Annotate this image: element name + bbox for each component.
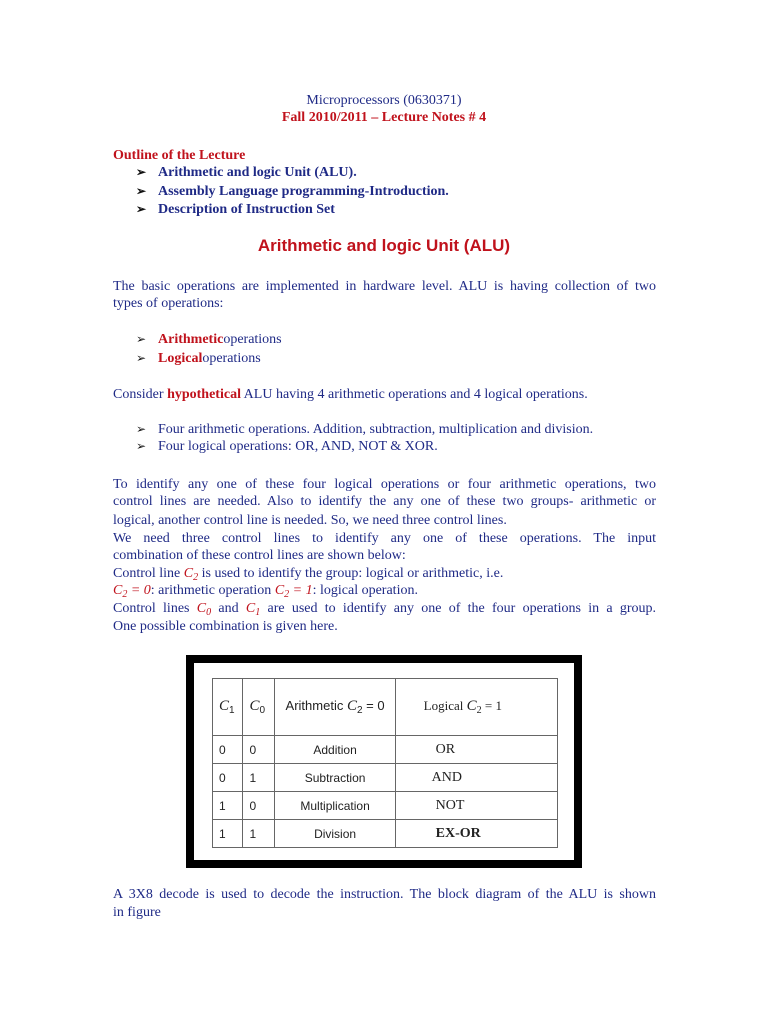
math-eq: = 1 (289, 583, 313, 598)
arrow-bullet-icon: ➢ (136, 422, 147, 436)
header-logical (395, 679, 557, 736)
lecture-title: Fall 2010/2011 – Lecture Notes # 4 (281, 110, 487, 125)
section-title: Arithmetic and logic Unit (ALU) (257, 236, 511, 255)
math-var: C (245, 601, 256, 616)
math-var: C (466, 698, 477, 714)
text-span: : logical operation. (312, 583, 418, 598)
math-sub: 0 (206, 607, 212, 618)
cell-c0: 1 (243, 764, 275, 792)
intro-line: The basic operations are implemented in hardware level. ALU is having collection of two (113, 279, 656, 294)
math-c2-eq0 (113, 583, 151, 598)
arrow-bullet-icon: ➢ (136, 351, 147, 365)
outline-item (136, 202, 335, 218)
cell-c0: 0 (243, 792, 275, 820)
text-span: Control line (113, 566, 184, 581)
closing-line: A 3X8 decode is used to decode the instruction. The block diagram of the ALU is shown (113, 887, 656, 902)
table-row (213, 736, 558, 764)
table-header-row (213, 679, 558, 736)
emphasis-hypothetical: hypothetical (167, 387, 241, 402)
op-type-name: Arithmetic (158, 332, 224, 347)
math-c0 (197, 601, 211, 616)
math-eq: = 0 (362, 698, 385, 713)
arrow-bullet-icon: ➢ (136, 332, 147, 346)
arrow-bullet-icon: ➢ (136, 184, 147, 198)
course-title: Microprocessors (0630371) (306, 93, 462, 108)
para-line: combination of these control lines are shown below: (113, 548, 406, 563)
op-type-item (136, 332, 282, 348)
text-span: ALU having 4 arithmetic operations and 4 logical operations. (240, 387, 588, 402)
cell-arithmetic: Subtraction (275, 764, 395, 792)
cell-logical: EX-OR (395, 820, 557, 848)
math-var: C (113, 583, 123, 598)
cell-arithmetic: Division (275, 820, 395, 848)
header-arithmetic (275, 679, 395, 736)
math-eq: = 0 (127, 583, 151, 598)
closing-line: in figure (113, 905, 161, 920)
para-line: control lines are needed. Also to identify the any one of these two groups- arithmetic or (113, 494, 656, 509)
table-row (213, 764, 558, 792)
math-c2 (184, 566, 198, 581)
outline-item-text: Assembly Language programming-Introduction. (158, 184, 449, 199)
op-type-item (136, 351, 261, 367)
table-row (213, 820, 558, 848)
math-c1 (246, 601, 260, 616)
math-sub: 1 (255, 607, 261, 618)
header-c0 (243, 679, 275, 736)
math-sub: 1 (229, 705, 235, 716)
text-span: Consider (113, 387, 168, 402)
math-sub: 2 (356, 705, 363, 716)
cell-arithmetic: Multiplication (275, 792, 395, 820)
text-span: is used to identify the group: logical or arithmetic, i.e. (198, 566, 504, 581)
para-line: logical, another control line is needed. So, we need three control lines. (113, 513, 507, 528)
outline-item-text: Description of Instruction Set (158, 202, 335, 217)
outline-item (136, 165, 357, 181)
arrow-bullet-icon: ➢ (136, 165, 147, 179)
cell-logical: NOT (395, 792, 557, 820)
math-sub: 2 (476, 705, 482, 716)
cell-c1: 1 (213, 792, 243, 820)
math-var: C (346, 698, 357, 714)
table-figure (194, 663, 574, 860)
cell-c0: 1 (243, 820, 275, 848)
para-line: One possible combination is given here. (113, 619, 338, 634)
outline-title: Outline of the Lecture (113, 148, 246, 163)
header-text: Logical (423, 698, 467, 713)
cell-c1: 0 (213, 764, 243, 792)
outline-item (136, 184, 449, 200)
op-type-rest: operations (202, 351, 261, 366)
text-span: : arithmetic operation (150, 583, 275, 598)
math-var: C (219, 698, 230, 714)
para-line: We need three control lines to identify any one of these operations. The input (113, 531, 656, 546)
control-lines-table (212, 678, 558, 848)
cell-arithmetic: Addition (275, 736, 395, 764)
math-sub: 2 (193, 572, 199, 583)
math-var: C (196, 601, 207, 616)
math-c2-eq1 (275, 583, 313, 598)
table-figure-frame (186, 655, 582, 868)
table-row (213, 792, 558, 820)
math-sub: 2 (284, 589, 290, 600)
math-sub: 2 (122, 589, 128, 600)
consider-line (113, 386, 656, 403)
cell-logical: AND (395, 764, 557, 792)
text-span: and (211, 601, 246, 616)
ops-list-item (136, 439, 438, 455)
para-line: To identify any one of these four logical operations or four arithmetic operations, two (113, 477, 656, 492)
text-span: are used to identify any one of the four operations in a group. (260, 601, 656, 616)
math-eq: = 1 (481, 698, 502, 713)
outline-item-text: Arithmetic and logic Unit (ALU). (158, 165, 357, 180)
arrow-bullet-icon: ➢ (136, 202, 147, 216)
text-span: Control lines (113, 601, 197, 616)
op-type-name: Logical (158, 351, 203, 366)
math-var: C (183, 566, 194, 581)
cell-c1: 0 (213, 736, 243, 764)
arrow-bullet-icon: ➢ (136, 439, 147, 453)
cell-c1: 1 (213, 820, 243, 848)
header-text: Arithmetic (285, 698, 347, 713)
ops-list-text: Four arithmetic operations. Addition, subtraction, multiplication and division. (158, 422, 594, 437)
header-c1 (213, 679, 243, 736)
math-var: C (249, 698, 260, 714)
ops-list-text: Four logical operations: OR, AND, NOT & XOR. (158, 439, 438, 454)
cell-c0: 0 (243, 736, 275, 764)
math-var: C (274, 583, 285, 598)
math-sub: 0 (259, 705, 266, 716)
op-type-rest: operations (223, 332, 282, 347)
cell-logical: OR (395, 736, 557, 764)
ops-list-item (136, 422, 593, 438)
intro-line: types of operations: (113, 296, 224, 311)
